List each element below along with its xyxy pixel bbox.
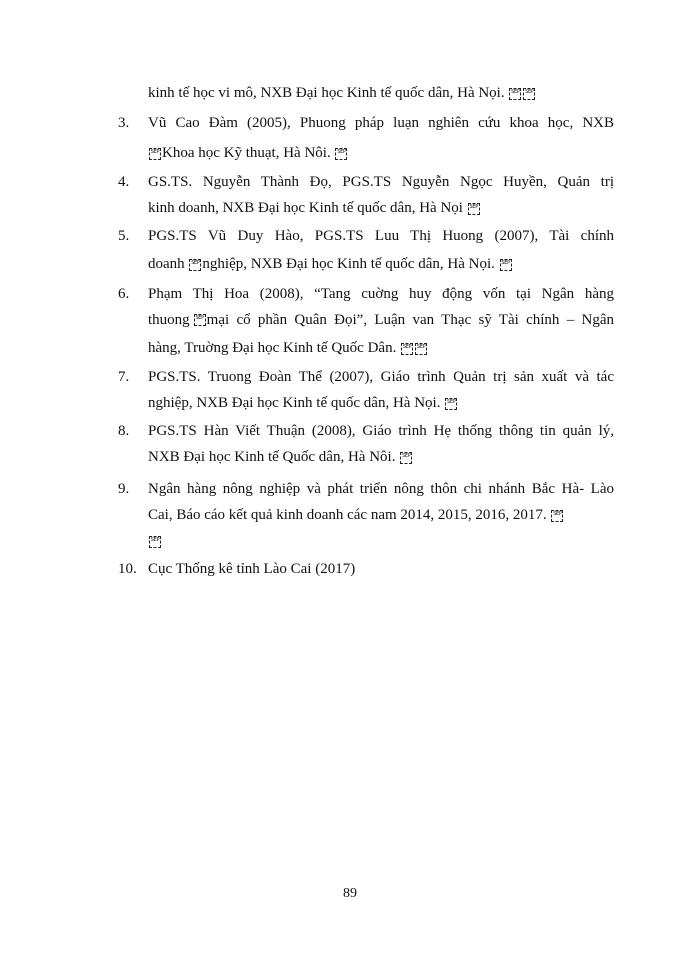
- sep-marker: SEP: [551, 510, 563, 522]
- reference-6-line-3: hàng, Truờng Đại học Kinh tế Quốc Dân. SEP SEP: [148, 340, 426, 356]
- reference-10-number: 10.: [118, 561, 137, 577]
- sep-marker: SEP: [149, 148, 161, 160]
- reference-9-line-1: Ngân hàng nông nghiệp và phát triển nông thôn chi nhánh Bắc Hà- Lào: [148, 481, 614, 497]
- reference-4-line-1: GS.TS. Nguyễn Thành Đọ, PGS.TS Nguyễn Ngọc Huyền, Quản trị: [148, 174, 614, 190]
- sep-marker: SEP: [335, 148, 347, 160]
- reference-4-number: 4.: [118, 174, 130, 190]
- reference-2-continuation: kinh tế học vi mô, NXB Đại học Kinh tế quốc dân, Hà Nọi. SEP SEP: [148, 85, 534, 101]
- sep-marker: SEP: [149, 536, 161, 548]
- sep-marker: SEP: [500, 259, 512, 271]
- sep-marker: SEP: [445, 398, 457, 410]
- reference-3-line-1: Vũ Cao Đàm (2005), Phuong pháp luạn nghiên cứu khoa học, NXB: [148, 115, 614, 131]
- reference-7-number: 7.: [118, 369, 130, 385]
- reference-9-line-3: [148, 531, 162, 551]
- sep-marker: SEP: [189, 259, 201, 271]
- reference-7-line-2: nghiệp, NXB Đại học Kinh tế quốc dân, Hà Nọi. SEP: [148, 395, 456, 411]
- reference-8-number: 8.: [118, 423, 130, 439]
- sep-marker: SEP: [415, 343, 427, 355]
- reference-5-line-1: PGS.TS Vũ Duy Hào, PGS.TS Luu Thị Huong (2007), Tài chính: [148, 228, 614, 244]
- reference-9-number: 9.: [118, 481, 130, 497]
- reference-6-line-1: Phạm Thị Hoa (2008), “Tang cuờng huy động vốn tại Ngân hàng: [148, 286, 614, 302]
- reference-3-line-2: SEP Khoa học Kỹ thuạt, Hà Nôi. SEP: [150, 145, 346, 161]
- reference-10-line-1: Cục Thống kê tỉnh Lào Cai (2017): [148, 561, 356, 577]
- sep-marker: SEP: [468, 203, 480, 215]
- sep-marker: SEP: [401, 343, 413, 355]
- reference-9-line-2: Cai, Báo cáo kết quả kinh doanh các nam 2014, 2015, 2016, 2017. SEP: [148, 507, 562, 523]
- reference-5-number: 5.: [118, 228, 130, 244]
- reference-8-line-2: NXB Đại học Kinh tế Quốc dân, Hà Nôi. SEP: [148, 449, 411, 465]
- page-number: 89: [343, 886, 357, 901]
- reference-6-number: 6.: [118, 286, 130, 302]
- sep-marker: SEP: [400, 452, 412, 464]
- reference-6-line-2: thuong SEP mại cổ phần Quân Đọi”, Luận van Thạc sỹ Tài chính – Ngân: [148, 312, 614, 328]
- sep-marker: SEP: [523, 88, 535, 100]
- reference-4-line-2: kinh doanh, NXB Đại học Kinh tế quốc dân, Hà Nọi SEP: [148, 200, 478, 216]
- reference-5-line-2: doanh SEP nghiệp, NXB Đại học Kinh tế quốc dân, Hà Nọi. SEP: [148, 256, 510, 272]
- reference-7-line-1: PGS.TS. Truong Đoàn Thể (2007), Giáo trình Quản trị sản xuất và tác: [148, 369, 614, 385]
- reference-3-number: 3.: [118, 115, 130, 131]
- sep-marker: SEP: [194, 314, 206, 326]
- sep-marker: SEP: [509, 88, 521, 100]
- reference-8-line-1: PGS.TS Hàn Viết Thuận (2008), Giáo trình Hẹ thống thông tin quản lý,: [148, 423, 614, 439]
